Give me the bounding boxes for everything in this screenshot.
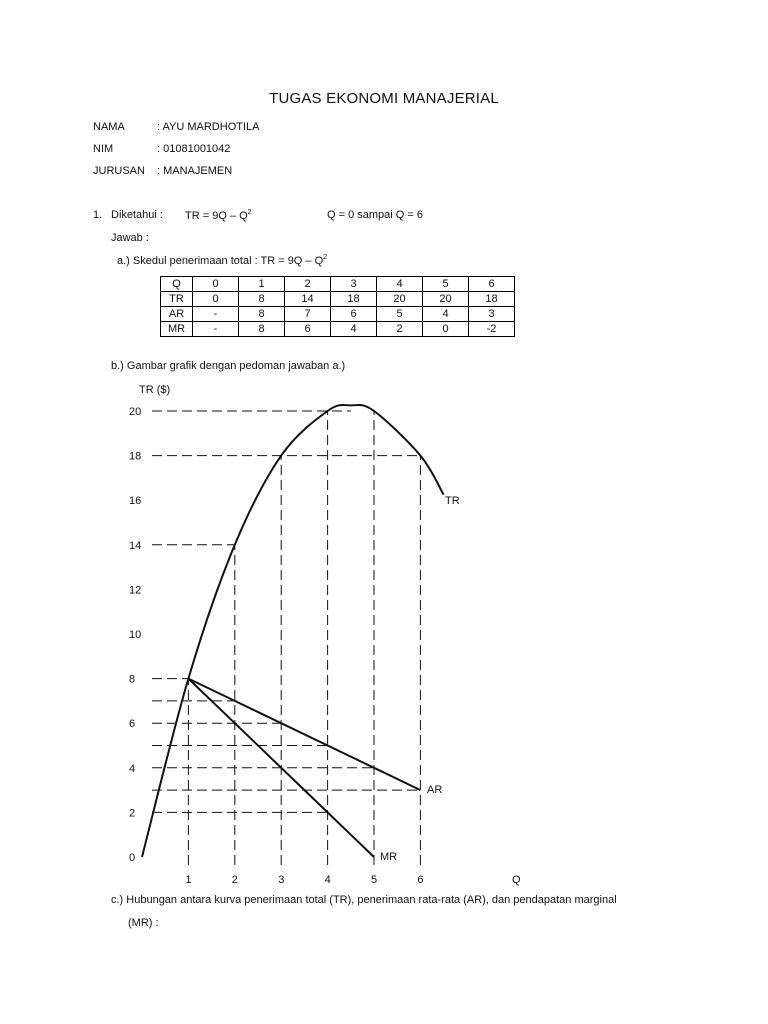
part-c-line2: (MR) :	[128, 917, 159, 929]
schedule-cell: 20	[423, 292, 469, 307]
schedule-cell: 2	[285, 277, 331, 292]
y-axis-title: TR ($)	[139, 384, 171, 396]
y-tick-label: 2	[129, 807, 136, 820]
x-tick-label: 3	[278, 874, 285, 886]
formula-exponent: 2	[247, 209, 252, 216]
y-tick-label: 4	[129, 762, 136, 775]
series-label-ar: AR	[427, 784, 443, 796]
schedule-cell: 7	[285, 307, 331, 322]
y-tick-label: 18	[129, 450, 142, 463]
y-tick-label: 14	[129, 539, 142, 552]
schedule-row-label: AR	[161, 307, 193, 322]
schedule-cell: -2	[469, 322, 515, 337]
info-value-nama: : AYU MARDHOTILA	[157, 121, 260, 133]
formula-main: TR = 9Q – Q	[185, 210, 248, 222]
info-label-jurusan: JURUSAN	[93, 165, 145, 177]
schedule-cell: 4	[331, 322, 377, 337]
y-tick-label: 12	[129, 584, 142, 597]
answer-label: Jawab :	[111, 232, 149, 244]
x-tick-label: 4	[324, 874, 331, 886]
y-tick-label: 10	[129, 629, 142, 641]
curve-tr	[142, 405, 444, 857]
schedule-cell: 5	[423, 277, 469, 292]
x-tick-label: 1	[185, 874, 192, 886]
question-range: Q = 0 sampai Q = 6	[327, 209, 423, 221]
schedule-cell: 1	[239, 277, 285, 292]
document-title: TUGAS EKONOMI MANAJERIAL	[269, 90, 499, 107]
y-tick-label: 20	[129, 406, 142, 418]
schedule-cell: 6	[285, 322, 331, 337]
curve-ar	[188, 679, 420, 791]
schedule-cell: 3	[469, 307, 515, 322]
info-value-jurusan: : MANAJEMEN	[157, 165, 233, 177]
series-label-mr: MR	[380, 851, 398, 863]
x-tick-label: 2	[231, 874, 238, 886]
question-known-label: Diketahui :	[111, 209, 163, 221]
schedule-row-label: Q	[161, 277, 193, 292]
schedule-cell: -	[193, 322, 239, 337]
part-c-line1: c.) Hubungan antara kurva penerimaan total (TR), penerimaan rata-rata (AR), dan pendapatan marginal	[111, 894, 617, 906]
schedule-cell: 5	[377, 307, 423, 322]
x-axis-title: Q	[512, 874, 521, 886]
schedule-cell: -	[193, 307, 239, 322]
schedule-cell: 8	[239, 292, 285, 307]
info-label-nim: NIM	[93, 143, 114, 155]
info-label-nama: NAMA	[93, 121, 125, 133]
x-tick-label: 5	[371, 874, 378, 886]
schedule-cell: 0	[423, 322, 469, 337]
schedule-cell: 4	[377, 277, 423, 292]
series-label-tr: TR	[445, 495, 460, 507]
schedule-cell: 20	[377, 292, 423, 307]
y-tick-label: 6	[129, 718, 136, 731]
part-b-heading: b.) Gambar grafik dengan pedoman jawaban a.)	[111, 360, 346, 372]
schedule-cell: 8	[239, 307, 285, 322]
schedule-cell: 6	[331, 307, 377, 322]
schedule-cell: 0	[193, 277, 239, 292]
part-a-exponent: 2	[323, 254, 328, 261]
schedule-cell: 14	[285, 292, 331, 307]
schedule-cell: 8	[239, 322, 285, 337]
schedule-cell: 0	[193, 292, 239, 307]
y-tick-label: 8	[129, 673, 136, 686]
y-tick-label: 0	[129, 852, 136, 864]
schedule-row-label: TR	[161, 292, 193, 307]
schedule-cell: 18	[469, 292, 515, 307]
schedule-cell: 2	[377, 322, 423, 337]
schedule-row-label: MR	[161, 322, 193, 337]
schedule-cell: 4	[423, 307, 469, 322]
part-a-text: a.) Skedul penerimaan total : TR = 9Q – Q	[117, 255, 324, 267]
schedule-cell: 6	[469, 277, 515, 292]
y-tick-label: 16	[129, 495, 142, 508]
schedule-cell: 3	[331, 277, 377, 292]
question-number: 1.	[93, 209, 103, 221]
schedule-cell: 18	[331, 292, 377, 307]
info-value-nim: : 01081001042	[157, 143, 231, 155]
x-tick-label: 6	[417, 874, 424, 886]
